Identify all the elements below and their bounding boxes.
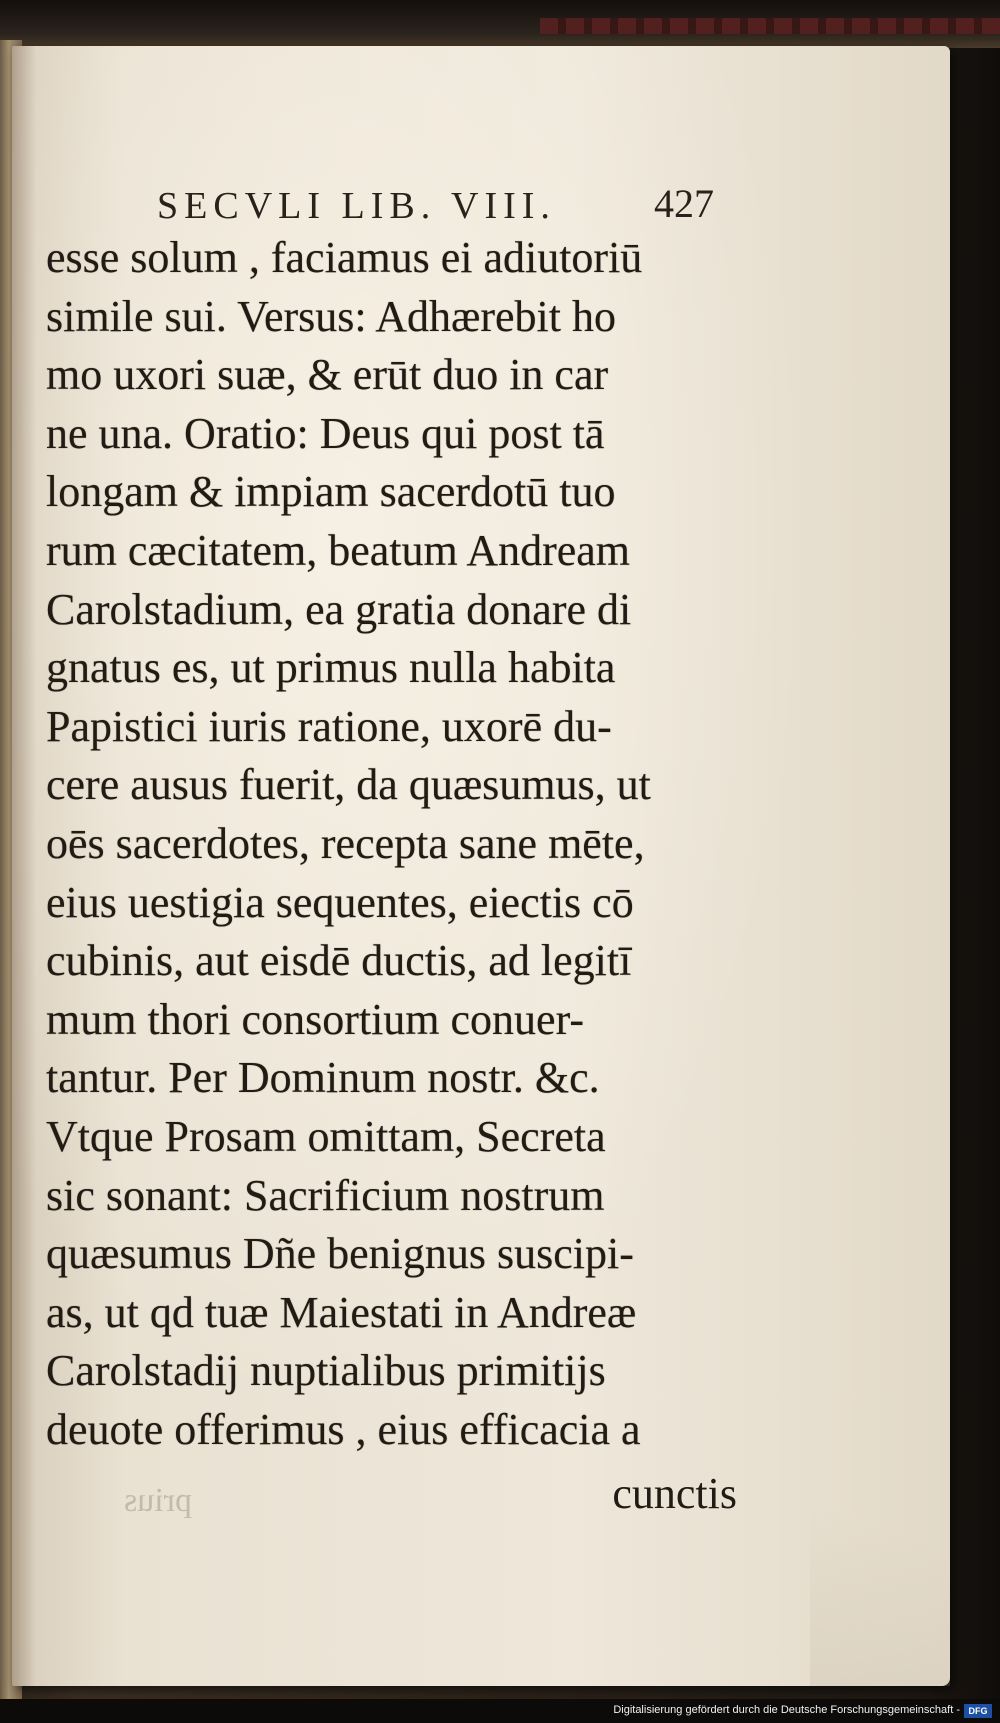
text-line: gnatus es, ut primus nulla habita [46,643,616,693]
text-line: simile sui. Versus: Adhærebit ho [46,291,616,341]
text-line: as, ut qd tuæ Maiestati in Andreæ [46,1287,637,1337]
text-line: oēs sacerdotes, recepta sane mēte, [46,818,645,868]
text-line: deuote offerimus , eius efficacia a [46,1404,641,1454]
catchword: cunctis [612,1469,737,1518]
text-line: sic sonant: Sacrificium nostrum [46,1170,605,1220]
binding-edge [0,0,1000,48]
page-fold-shading [810,1426,950,1686]
text-line: tantur. Per Dominum nostr. &c. [46,1053,600,1103]
text-line: eius uestigia sequentes, eiectis cō [46,877,634,927]
text-line: Carolstadij nuptialibus primitijs [46,1346,606,1396]
book-page [12,46,950,1686]
body-text [46,229,736,1459]
footer-bar [0,1699,1000,1723]
text-line: quæsumus Dñe benignus suscipi- [46,1229,634,1279]
text-line: rum cæcitatem, beatum Andream [46,525,631,575]
running-title: SECVLI LIB. VIII. [157,185,556,227]
text-line: ne una. Oratio: Deus qui post tā [46,408,605,458]
page-gutter-shadow [12,46,36,1686]
text-line: Carolstadium, ea gratia donare di [46,584,632,634]
text-line: longam & impiam sacerdotū tuo [46,467,616,517]
text-line: Papistici iuris ratione, uxorē du- [46,701,612,751]
text-line: mum thori consortium conuer- [46,994,585,1044]
dfg-logo: DFG [964,1704,992,1718]
text-line: Vtque Prosam omittam, Secreta [46,1111,606,1161]
red-trim [540,18,1000,34]
text-line: mo uxori suæ, & erūt duo in car [46,350,609,400]
text-line: cere ausus fuerit, da quæsumus, ut [46,760,651,810]
bleed-through-text: prius [124,1482,192,1519]
funding-credit: Digitalisierung gefördert durch die Deutsche Forschungsgemeinschaft - [613,1704,960,1716]
text-line: esse solum , faciamus ei adiutoriū [46,233,643,282]
page-number: 427 [654,181,714,226]
text-line: cubinis, aut eisdē ductis, ad legitī [46,936,632,986]
